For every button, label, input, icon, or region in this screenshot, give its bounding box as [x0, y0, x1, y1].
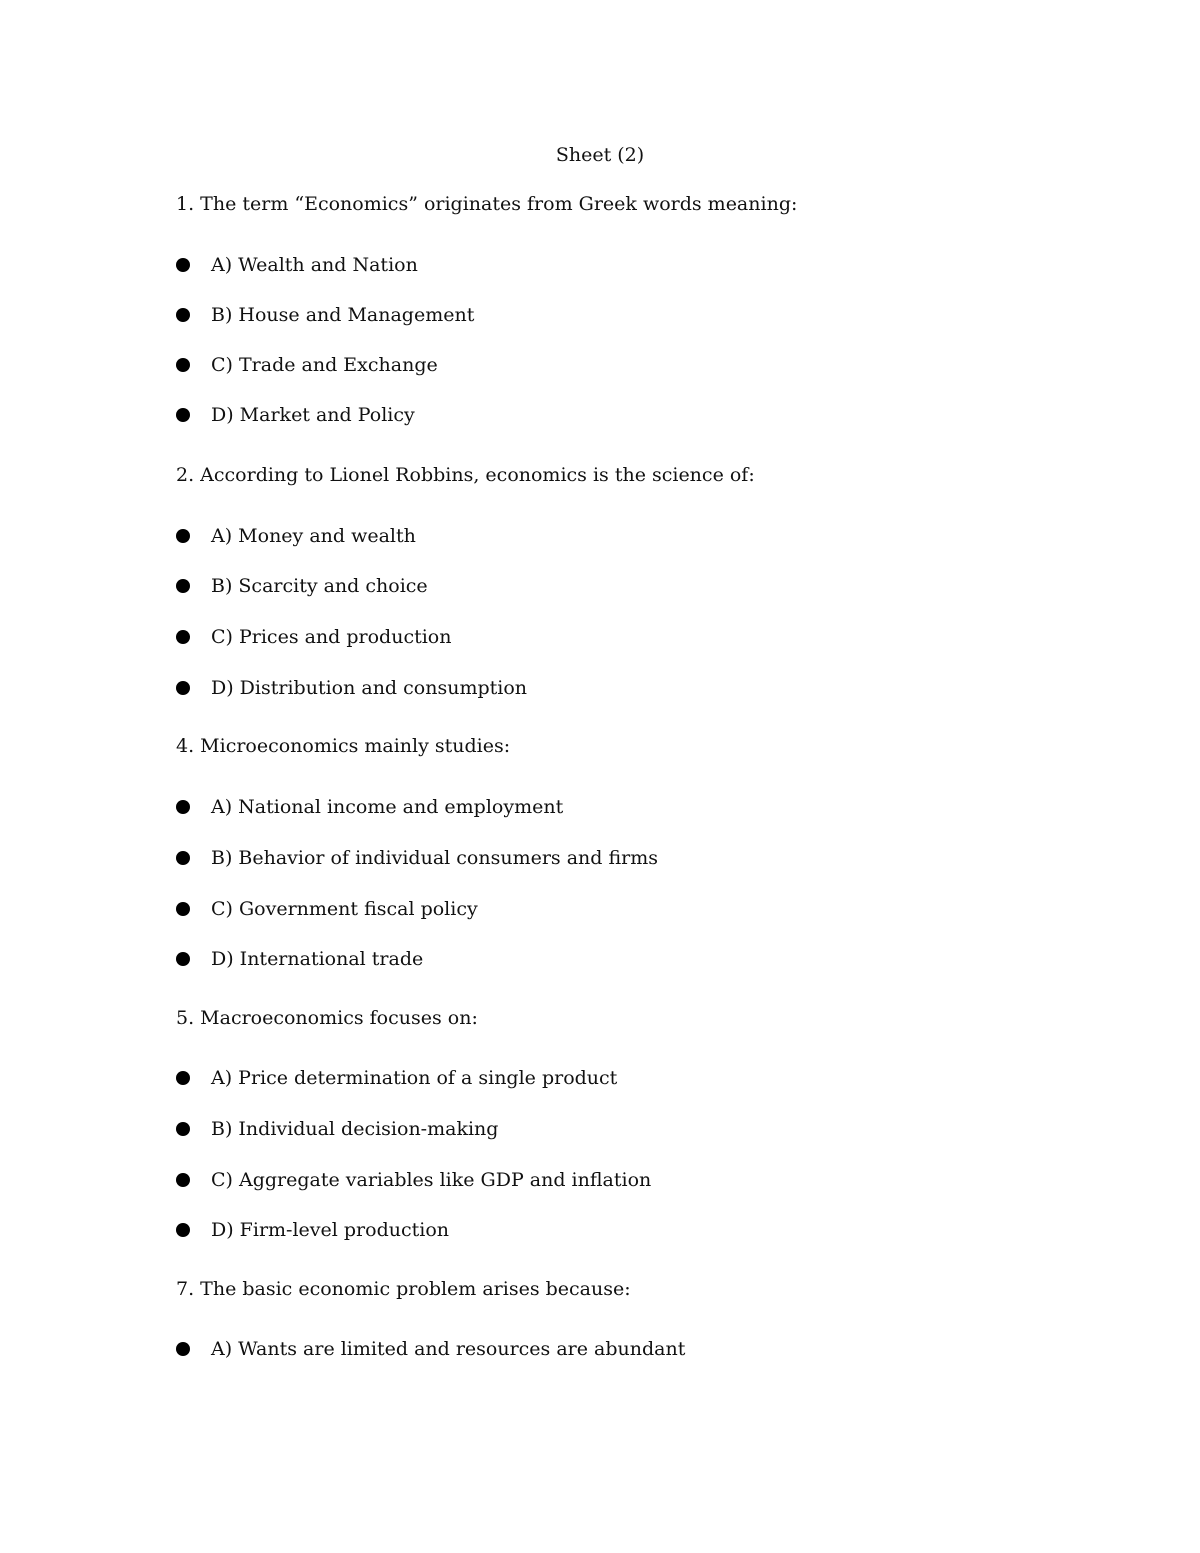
- bullet-icon: [176, 1071, 190, 1085]
- option-list-item: [176, 524, 416, 548]
- option-list-item: [176, 253, 418, 277]
- bullet-icon: [176, 308, 190, 322]
- option-list-item: [176, 403, 415, 427]
- option-list-item: [176, 846, 658, 870]
- option-list-item: [176, 1117, 498, 1141]
- option-list-item: [176, 353, 438, 377]
- option-label: C) Government fiscal policy: [211, 898, 478, 920]
- option-list-item: [176, 947, 423, 971]
- option-list-item: [176, 676, 527, 700]
- option-list-item: [176, 1066, 617, 1090]
- bullet-icon: [176, 1173, 190, 1187]
- option-label: C) Trade and Exchange: [211, 354, 438, 376]
- question-2: 2. According to Lionel Robbins, economics is the science of:: [176, 464, 755, 486]
- option-label: A) Price determination of a single product: [211, 1067, 618, 1089]
- option-list-item: [176, 574, 428, 598]
- question-7: 7. The basic economic problem arises because:: [176, 1278, 631, 1300]
- option-list-item: [176, 625, 452, 649]
- option-label: C) Prices and production: [211, 626, 452, 648]
- option-list-item: [176, 1218, 449, 1242]
- bullet-icon: [176, 851, 190, 865]
- option-label: B) House and Management: [211, 304, 475, 326]
- option-list-item: [176, 1337, 685, 1361]
- question-1: 1. The term “Economics” originates from Greek words meaning:: [176, 193, 798, 215]
- bullet-icon: [176, 1122, 190, 1136]
- bullet-icon: [176, 579, 190, 593]
- bullet-icon: [176, 681, 190, 695]
- option-label: D) Firm-level production: [211, 1219, 449, 1241]
- option-label: A) National income and employment: [211, 796, 564, 818]
- bullet-icon: [176, 800, 190, 814]
- option-label: D) Distribution and consumption: [211, 677, 528, 699]
- page-title: Sheet (2): [555, 144, 645, 166]
- question-4: 4. Microeconomics mainly studies:: [176, 735, 511, 757]
- option-label: A) Wealth and Nation: [211, 254, 418, 276]
- option-label: B) Individual decision-making: [211, 1118, 499, 1140]
- option-list-item: [176, 303, 474, 327]
- option-label: B) Behavior of individual consumers and firms: [211, 847, 659, 869]
- bullet-icon: [176, 902, 190, 916]
- option-label: A) Wants are limited and resources are abundant: [211, 1338, 686, 1360]
- bullet-icon: [176, 258, 190, 272]
- option-label: A) Money and wealth: [211, 525, 416, 547]
- option-label: D) Market and Policy: [211, 404, 415, 426]
- bullet-icon: [176, 358, 190, 372]
- bullet-icon: [176, 529, 190, 543]
- bullet-icon: [176, 1342, 190, 1356]
- bullet-icon: [176, 408, 190, 422]
- option-label: D) International trade: [211, 948, 424, 970]
- option-list-item: [176, 897, 478, 921]
- bullet-icon: [176, 1223, 190, 1237]
- bullet-icon: [176, 952, 190, 966]
- question-5: 5. Macroeconomics focuses on:: [176, 1007, 478, 1029]
- bullet-icon: [176, 630, 190, 644]
- option-label: C) Aggregate variables like GDP and inflation: [211, 1169, 652, 1191]
- option-label: B) Scarcity and choice: [211, 575, 428, 597]
- option-list-item: [176, 795, 563, 819]
- option-list-item: [176, 1168, 651, 1192]
